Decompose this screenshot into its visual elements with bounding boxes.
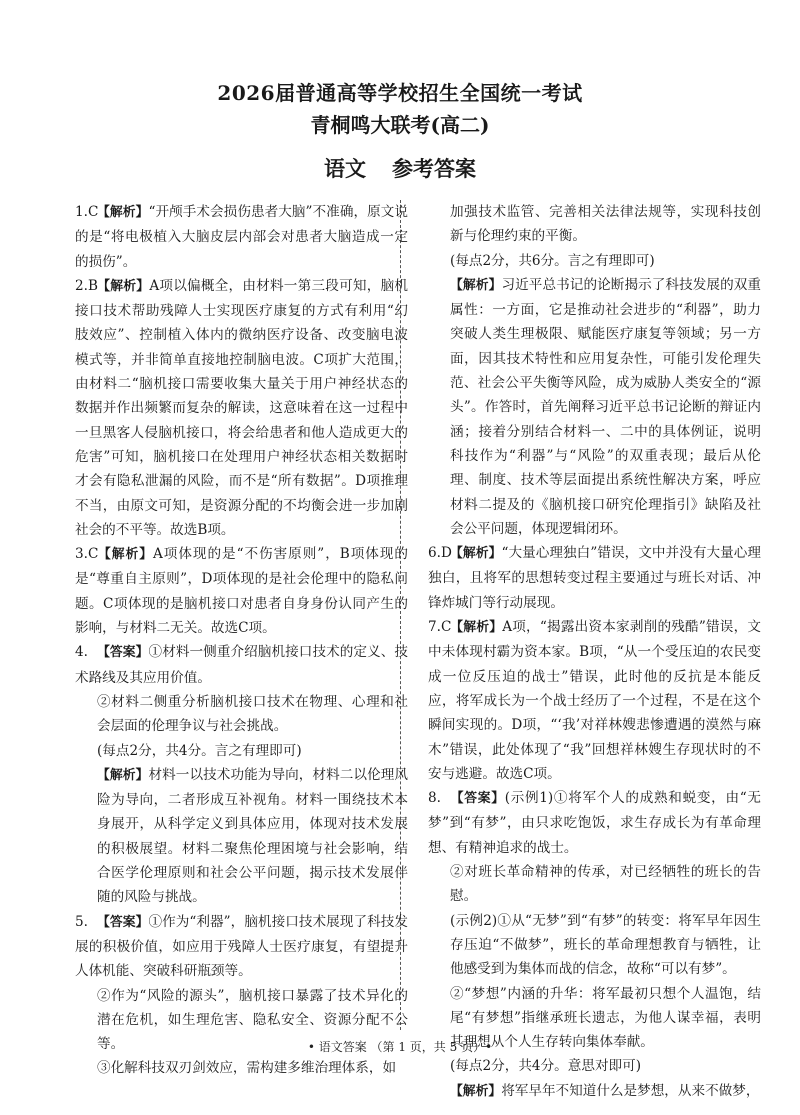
answer-text: A项，“揭露出资本家剥削的残酷”错误，文中未体现村霸为资本家。B项，“从一个受压迫的农民变成一位反压迫的战士”错误，此时他的反抗是本能反应，将军成长为一个战士经历了一个过程，不是在这个瞬间实现的。D项，“‘我’对祥林嫂悲惨遭遇的漠然与麻木”错误，此处体现了“我”回想祥林嫂生存现状时的不安与逃避。故选C项。: [428, 619, 762, 782]
right-answer-item: [428, 273, 761, 541]
answer-text: A项以偏概全，由材料一第三段可知，脑机接口技术帮助残障人士实现医疗康复的方式有利用“幻肢效应”、控制植入体内的微纳医疗设备、改变脑电波模式等，并非简单直接地控制脑电波。C项扩大范围，由材料二“脑机接口需要收集大量关于用户神经状态的数据并作出频繁而复杂的解读，这意味着在这一过程中一旦黑客人侵脑机接口，将会给患者和他人造成更大的危害”可知，脑机接口在处理用户神经状态相关数据时才会有隐私泄漏的风险，而不是“所有数据”。D项推理不当，由原文可知，是资源分配的不均衡会进一步加剧社会的不平等。故选B项。: [75, 277, 408, 538]
answer-tag: 【解析】: [450, 277, 502, 293]
left-answer-item: [75, 739, 408, 763]
answer-text: ②材料二侧重分析脑机接口技术在物理、心理和社会层面的伦理争议与社会挑战。: [97, 693, 408, 735]
right-answer-item: [428, 1079, 761, 1104]
right-answer-item: [428, 249, 761, 273]
answer-text: (每点2分，共4分。意思对即可): [450, 1058, 642, 1075]
answer-tag: 【解析】: [450, 546, 502, 562]
answer-tag: 【解析】: [97, 767, 149, 783]
question-number: 6.D: [428, 545, 452, 562]
exam-subtitle: 青桐鸣大联考(高二): [310, 113, 490, 137]
right-answer-item: [428, 615, 761, 786]
right-answer-item: [428, 860, 761, 909]
question-number: 5.: [75, 913, 88, 930]
answer-tag: 【答案】: [97, 914, 149, 930]
left-answer-item: [75, 274, 408, 542]
answer-text: ②作为“风险的源头”，脑机接口暴露了技术异化的潜在危机，如生理危害、隐私安全、资源分配不公等。: [97, 987, 408, 1053]
left-column: [75, 200, 408, 1081]
left-answer-item: [75, 640, 408, 690]
answer-text: (示例1)①将军个人的成熟和蜕变，由“无梦”到“有梦”，由只求吃饱饭，求生存成长为有革命理想、有精神追求的战士。: [428, 790, 761, 856]
answer-tag: 【解析】: [97, 547, 154, 563]
answer-tag: 【解析】: [97, 205, 149, 220]
answer-text: ①作为“利器”，脑机接口技术展现了科技发展的积极价值，如应用于残障人士医疗康复，有望提升人体机能、突破科研瓶颈等。: [75, 913, 409, 980]
right-column: [428, 200, 761, 1104]
page-header: [0, 78, 800, 184]
answer-text: ②“梦想”内涵的升华：将军最初只想个人温饱，结尾“有梦想”指继承班长遗志，为他人谋幸福，表明其理想从个人生存转向集体奉献。: [450, 985, 761, 1051]
answer-text: 习近平总书记的论断揭示了科技发展的双重属性：一方面，它是推动社会进步的“利器”，助力突破人类生理极限、赋能医疗康复等领域；另一方面，因其技术特性和应用复杂性，可能引发伦理失范、社会公平失衡等风险，成为威胁人类安全的“源头”。作答时，首先阐释习近平总书记论断的辩证内涵；接着分别结合材料一、二中的具体例证，说明科技作为“利器”与“风险”的双重表现；最后从伦理、制度、技术等层面提出系统性解决方案，呼应材料二提及的《脑机接口研究伦理指引》缺陷及社会公平问题，体现逻辑闭环。: [450, 276, 762, 537]
answer-tag: 【解析】: [97, 278, 150, 294]
answer-tag: 【答案】: [450, 791, 505, 807]
answer-text: “开颅手术会损伤患者大脑”不准确，原文说的是“将电极植入大脑皮层内部会对患者大脑造成一定的损伤”。: [75, 204, 409, 270]
left-answer-item: [75, 910, 408, 984]
left-answer-item: [75, 763, 408, 910]
left-answer-item: [75, 1056, 408, 1080]
answer-text: A项体现的是“不伤害原则”，B项体现的是“尊重自主原则”，D项体现的是社会伦理中的隐私问题。C项体现的是脑机接口对患者自身身份认同产生的影响，与材料二无关。故选C项。: [75, 546, 408, 637]
answer-text: ③化解科技双刃剑效应，需构建多维治理体系，如: [97, 1060, 397, 1077]
question-number: 7.C: [428, 619, 452, 636]
question-number: 1.C: [75, 204, 99, 220]
answer-text: ②对班长革命精神的传承，对已经牺牲的班长的告慰。: [450, 864, 761, 905]
right-answer-item: [428, 786, 761, 860]
question-number: 2.B: [75, 277, 98, 294]
left-answer-item: [75, 690, 408, 739]
left-answer-item: [75, 200, 408, 274]
question-number: 4.: [75, 644, 88, 661]
exam-title: 2026届普通高等学校招生全国统一考试: [217, 81, 583, 105]
answer-text: ①材料一侧重介绍脑机接口技术的定义、技术路线及其应用价值。: [75, 644, 409, 686]
answer-text: 材料一以技术功能为导向，材料二以伦理风险为导向，二者形成互补视角。材料一围绕技术本身展开，从科学定义到具体应用，体现对技术发展的积极展望。材料二聚焦伦理困境与社会影响，结合医学伦理原则和社会公平问题，揭示技术发展伴随的风险与挑战。: [97, 766, 409, 906]
question-number: 3.C: [75, 546, 99, 563]
answer-text: (每点2分，共6分。言之有理即可): [450, 252, 655, 269]
subject-label: 语文: [324, 157, 366, 181]
right-answer-item: [428, 541, 761, 615]
answer-label: 参考答案: [392, 157, 476, 181]
answer-text: 加强技术监管、完善相关法律法规等，实现科技创新与伦理约束的平衡。: [450, 204, 761, 245]
answer-text: (每点2分，共4分。言之有理即可): [97, 742, 302, 759]
answer-title: [0, 154, 800, 184]
page-footer: • 语文答案 （第 1 页，共 5 页）•: [307, 1040, 493, 1054]
answer-tag: 【解析】: [450, 1083, 502, 1099]
right-answer-item: [428, 909, 761, 982]
right-answer-item: [428, 1054, 761, 1078]
question-number: 8.: [428, 790, 441, 807]
answer-text: 将军早年不知道什么是梦想，从来不做梦，: [501, 1082, 760, 1099]
left-answer-item: [75, 542, 408, 640]
answer-text: (示例2)①从“无梦”到“有梦”的转变：将军早年因生存压迫“不做梦”，班长的革命理想教育与牺牲，让他感受到为集体而战的信念，故称“可以有梦”。: [450, 912, 761, 978]
answer-text: “大量心理独白”错误，文中并没有大量心理独白，且将军的思想转变过程主要通过与班长对话、冲锋炸城门等行动展现。: [428, 545, 762, 611]
answer-tag: 【答案】: [97, 645, 149, 661]
right-answer-item: [428, 200, 761, 249]
answer-tag: 【解析】: [450, 620, 503, 636]
